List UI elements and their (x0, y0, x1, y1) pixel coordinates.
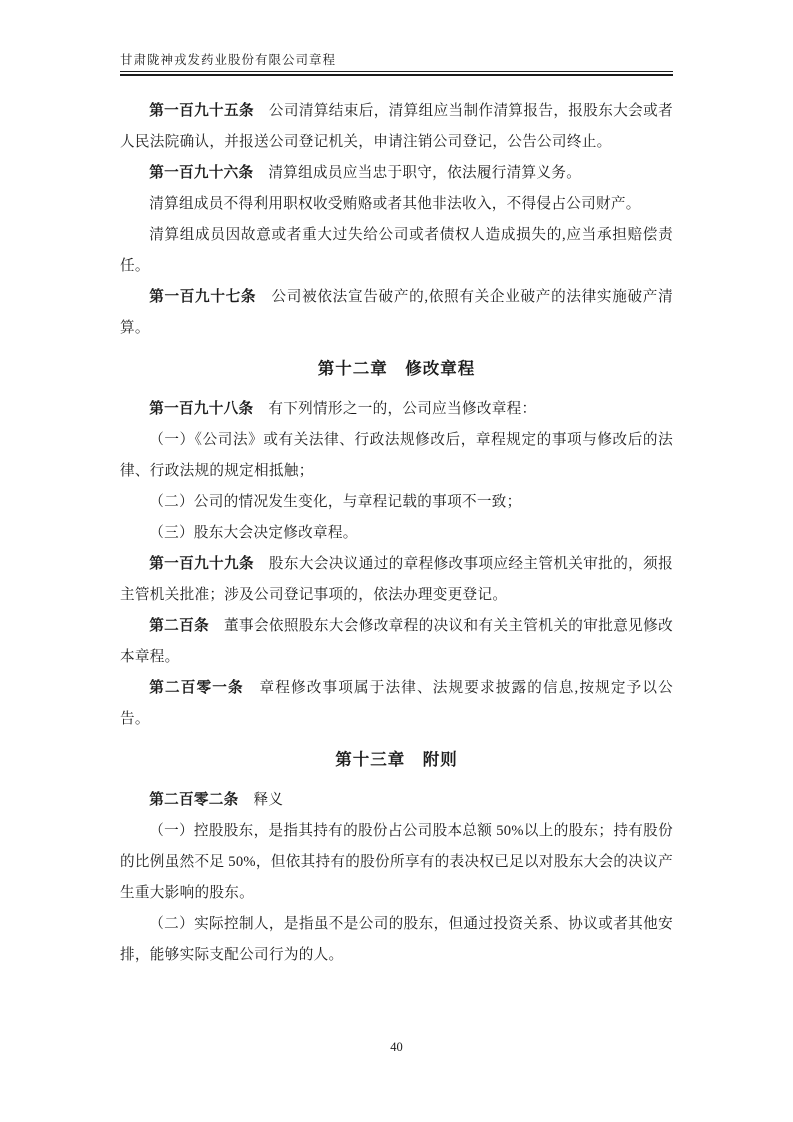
article-paragraph: 第二百条 董事会依照股东大会修改章程的决议和有关主管机关的审批意见修改本章程。 (120, 618, 673, 665)
article-number: 第二百零一条 (149, 680, 244, 696)
article-paragraph: 第一百九十六条 清算组成员应当忠于职守，依法履行清算义务。 (149, 165, 582, 181)
article-paragraph: 第一百九十九条 股东大会决议通过的章程修改事项应经主管机关审批的，须报主管机关批准；涉及公司登记事项的，依法办理变更登记。 (120, 556, 673, 603)
chapter-heading: 第十三章 附则 (335, 750, 458, 769)
article-paragraph: 第二百零二条 释义 (149, 792, 284, 808)
page-number: 40 (390, 1040, 403, 1054)
body-paragraph: （一）控股股东，是指其持有的股份占公司股本总额 50%以上的股东；持有股份的比例虽然不足 50%，但依其持有的股份所享有的表决权已足以对股东大会的决议产生重大影响的股东。 (120, 823, 673, 901)
article-paragraph: 第二百零一条 章程修改事项属于法律、法规要求披露的信息,按规定予以公告。 (120, 680, 673, 727)
article-paragraph: 第一百九十七条 公司被依法宣告破产的,依照有关企业破产的法律实施破产清算。 (120, 289, 673, 336)
page-header-title: 甘肃陇神戎发药业股份有限公司章程 (120, 53, 337, 67)
body-paragraph: （二）实际控制人，是指虽不是公司的股东，但通过投资关系、协议或者其他安排，能够实际支配公司行为的人。 (120, 916, 673, 963)
body-paragraph: 清算组成员不得利用职权收受贿赂或者其他非法收入，不得侵占公司财产。 (149, 196, 641, 212)
article-number: 第一百九十八条 (149, 401, 254, 417)
header-rule-thin (120, 71, 673, 72)
body-paragraph: 清算组成员因故意或者重大过失给公司或者债权人造成损失的,应当承担赔偿责任。 (120, 227, 673, 274)
article-paragraph: 第一百九十八条 有下列情形之一的，公司应当修改章程： (149, 401, 537, 417)
header-rule-thick (120, 74, 673, 76)
article-number: 第一百九十五条 (149, 103, 254, 119)
article-number: 第一百九十九条 (149, 556, 254, 572)
article-number: 第一百九十七条 (149, 289, 257, 305)
article-number: 第一百九十六条 (149, 165, 254, 181)
article-number: 第二百零二条 (149, 792, 239, 808)
body-paragraph: （一）《公司法》或有关法律、行政法规修改后，章程规定的事项与修改后的法律、行政法规的规定相抵触； (120, 432, 673, 479)
article-number: 第二百条 (149, 618, 210, 634)
document-body (120, 96, 673, 971)
chapter-heading: 第十二章 修改章程 (317, 359, 476, 378)
body-paragraph: （二）公司的情况发生变化，与章程记载的事项不一致； (149, 494, 522, 510)
body-paragraph: （三）股东大会决定修改章程。 (149, 525, 358, 541)
article-paragraph: 第一百九十五条 公司清算结束后，清算组应当制作清算报告，报股东大会或者人民法院确认，并报送公司登记机关，申请注销公司登记，公告公司终止。 (120, 103, 673, 150)
